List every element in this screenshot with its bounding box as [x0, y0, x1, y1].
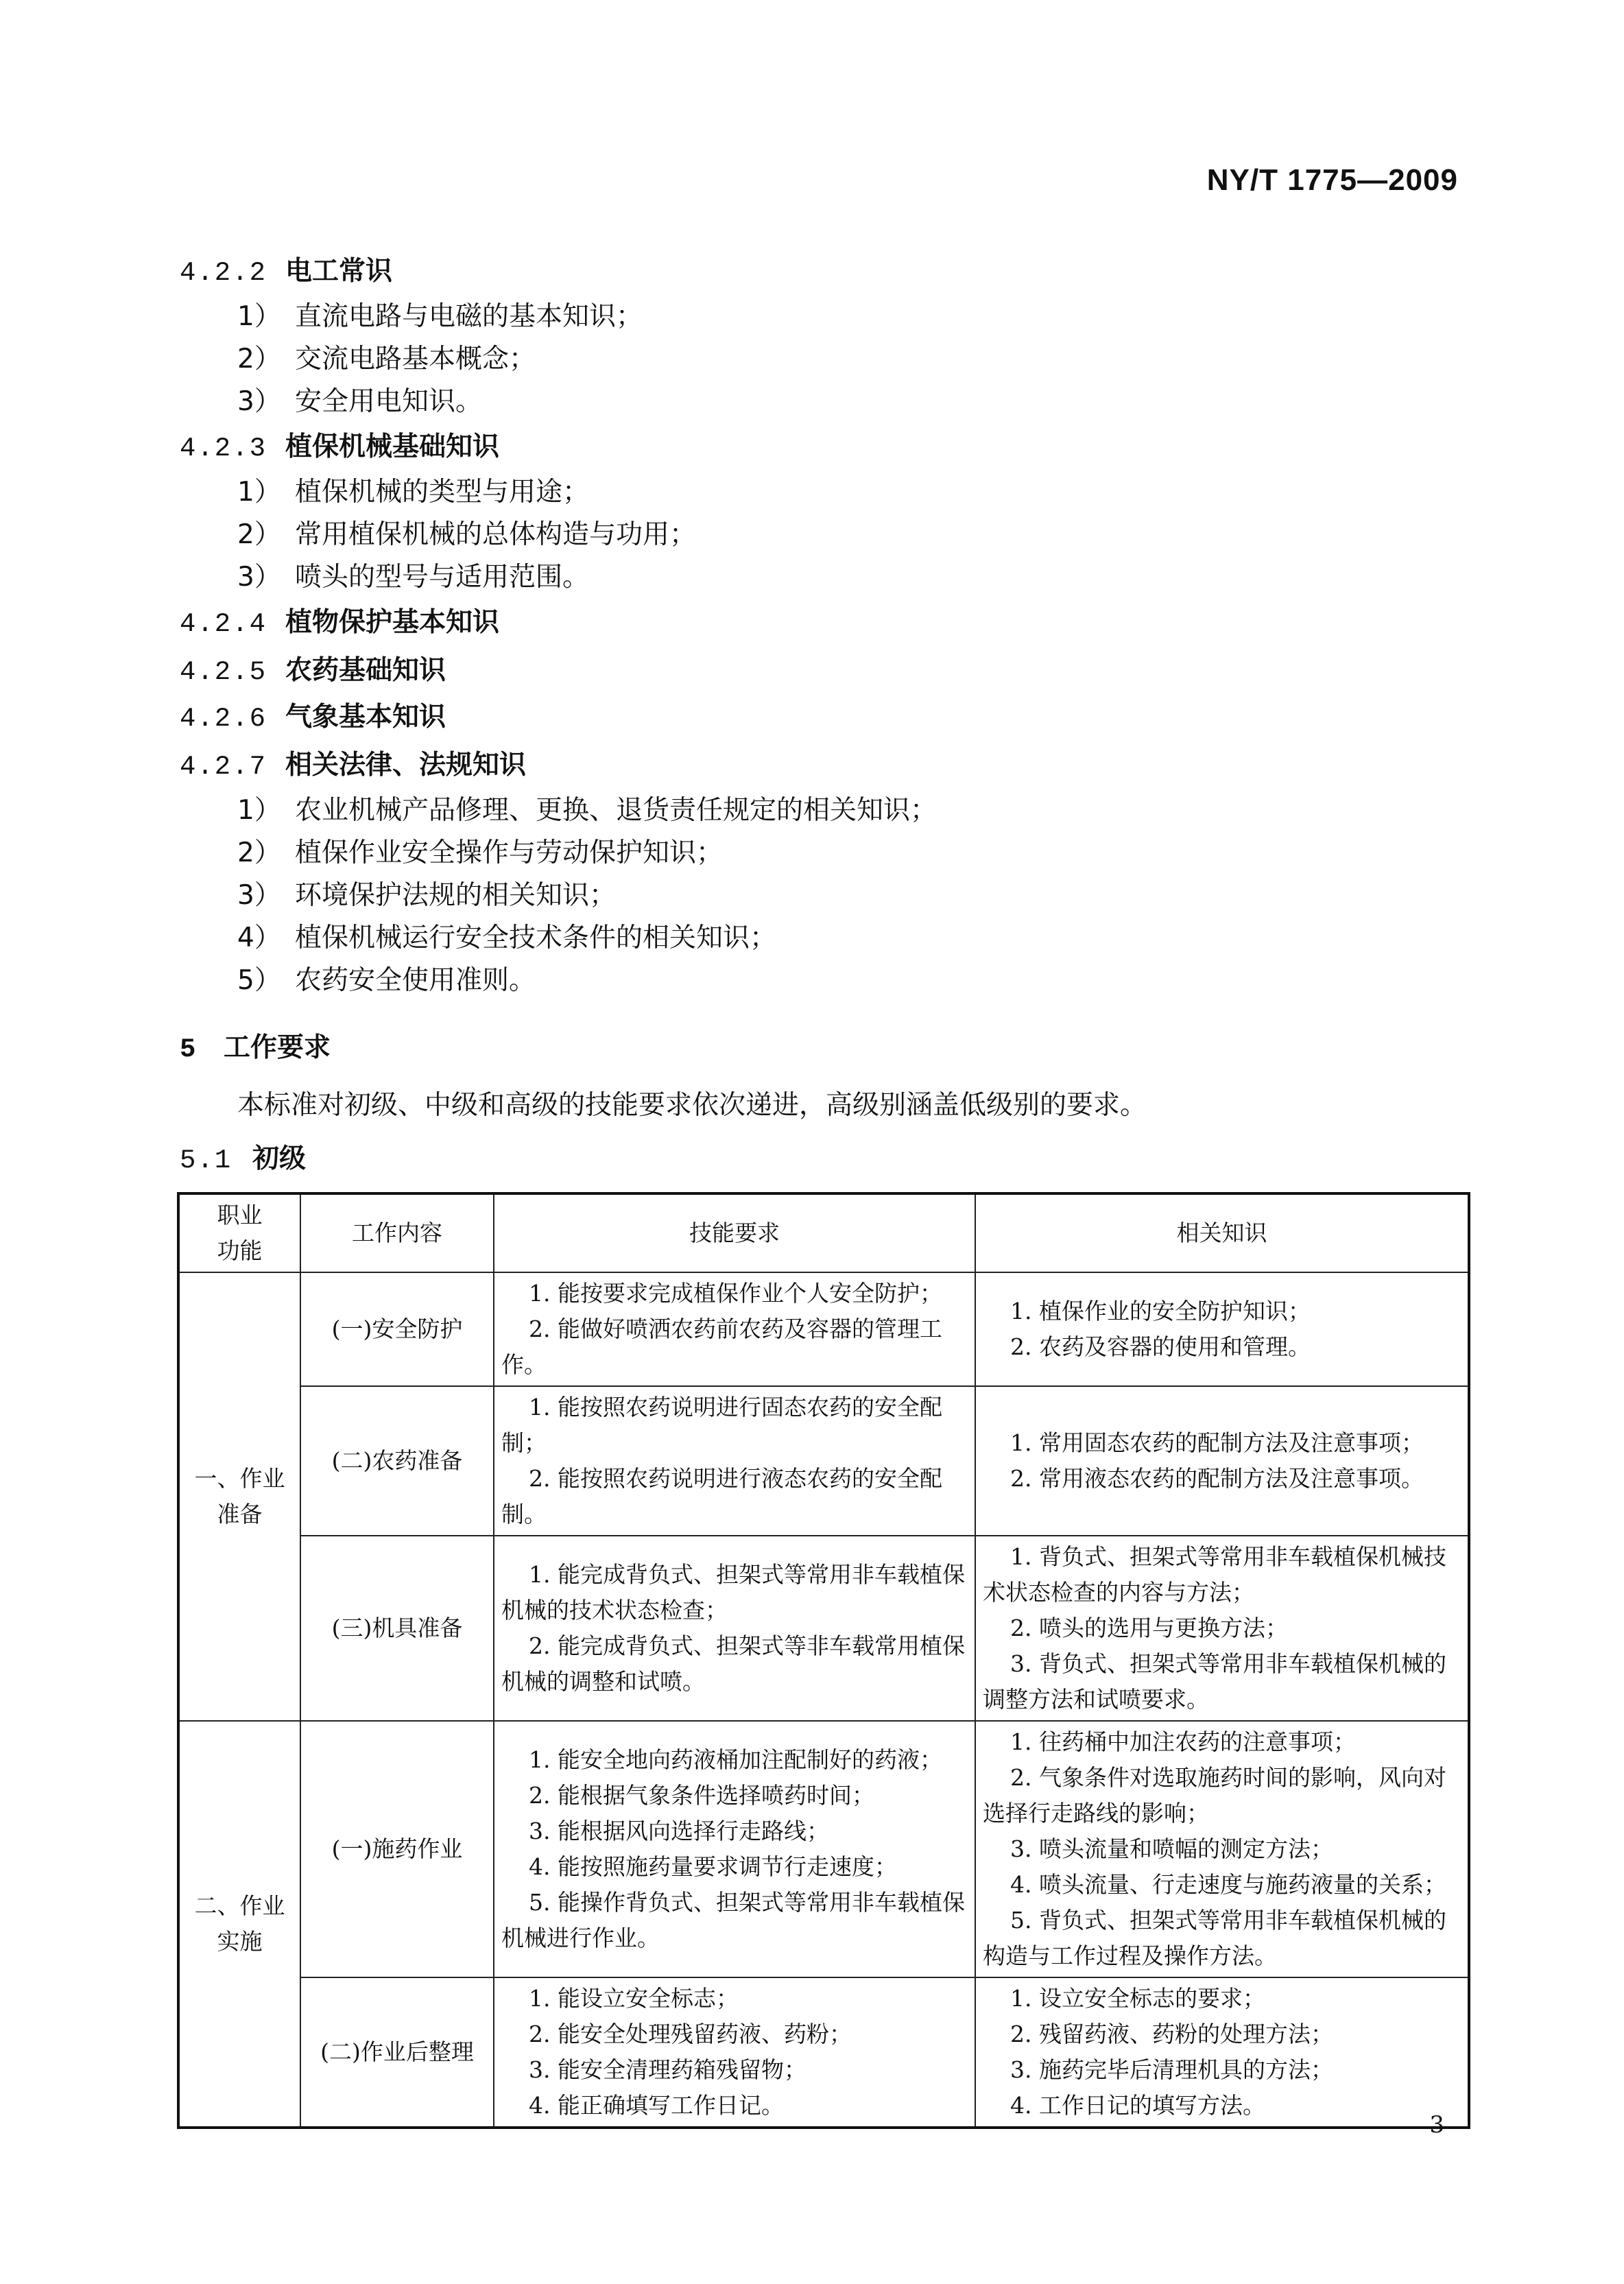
list-item: 2） 常用植保机械的总体构造与功用；	[237, 519, 697, 550]
skill-cell: 1. 能设立安全标志； 2. 能安全处理残留药液、药粉； 3. 能安全清理药箱残留物； 4. 能正确填写工作日记。	[494, 1977, 975, 2128]
list-item: 1） 直流电路与电磁的基本知识；	[237, 301, 643, 332]
work-content-cell: (二)作业后整理	[300, 1977, 494, 2128]
work-content-cell: (一)安全防护	[300, 1272, 494, 1386]
list-item: 3） 喷头的型号与适用范围。	[237, 562, 590, 593]
knowledge-cell: 1. 常用固态农药的配制方法及注意事项； 2. 常用液态农药的配制方法及注意事项。	[975, 1386, 1469, 1536]
skill-cell: 1. 能安全地向药液桶加注配制好的药液； 2. 能根据气象条件选择喷药时间； 3. 能根据风向选择行走路线； 4. 能按照施药量要求调节行走速度； 5. 能操作背负式、担架式等常用非车载植保机械进行作业。	[494, 1721, 975, 1977]
skill-cell: 1. 能完成背负式、担架式等常用非车载植保机械的技术状态检查； 2. 能完成背负式、担架式等非车载常用植保机械的调整和试喷。	[494, 1536, 975, 1721]
chapter-heading-5: 5 工作要求	[180, 1032, 331, 1064]
page-number: 3	[1429, 2111, 1444, 2139]
list-item: 2） 交流电路基本概念；	[237, 344, 536, 374]
work-content-cell: (一)施药作业	[300, 1721, 494, 1977]
header-skill-requirements: 技能要求	[494, 1193, 975, 1272]
knowledge-cell: 1. 植保作业的安全防护知识； 2. 农药及容器的使用和管理。	[975, 1272, 1469, 1386]
list-item: 5） 农药安全使用准则。	[237, 965, 536, 996]
work-content-cell: (三)机具准备	[300, 1536, 494, 1721]
skill-cell: 1. 能按照农药说明进行固态农药的安全配制； 2. 能按照农药说明进行液态农药的安全配制。	[494, 1386, 975, 1536]
standard-code: NY/T 1775—2009	[1206, 163, 1458, 197]
table-row	[178, 1386, 1469, 1536]
section-heading-4-2-5: 4.2.5 农药基础知识	[180, 655, 446, 687]
knowledge-cell: 1. 往药桶中加注农药的注意事项； 2. 气象条件对选取施药时间的影响，风向对选择行走路线的影响； 3. 喷头流量和喷幅的测定方法； 4. 喷头流量、行走速度与施药液量的关系； 5. 背负式、担架式等常用非车载植保机械的构造与工作过程及操作方法。	[975, 1721, 1469, 1977]
function-cell: 二、作业 实施	[178, 1721, 300, 2128]
work-content-cell: (二)农药准备	[300, 1386, 494, 1536]
chapter-intro: 本标准对初级、中级和高级的技能要求依次递进，高级别涵盖低级别的要求。	[237, 1090, 1147, 1121]
list-item: 3） 安全用电知识。	[237, 386, 483, 417]
section-heading-4-2-6: 4.2.6 气象基本知识	[180, 702, 446, 734]
knowledge-cell: 1. 背负式、担架式等常用非车载植保机械技术状态检查的内容与方法； 2. 喷头的选用与更换方法； 3. 背负式、担架式等常用非车载植保机械的调整方法和试喷要求。	[975, 1536, 1469, 1721]
list-item: 2） 植保作业安全操作与劳动保护知识；	[237, 837, 724, 868]
table-row	[178, 1721, 1469, 1977]
knowledge-cell: 1. 设立安全标志的要求； 2. 残留药液、药粉的处理方法； 3. 施药完毕后清理机具的方法； 4. 工作日记的填写方法。	[975, 1977, 1469, 2128]
skill-cell: 1. 能按要求完成植保作业个人安全防护； 2. 能做好喷洒农药前农药及容器的管理工作。	[494, 1272, 975, 1386]
header-work-content: 工作内容	[300, 1193, 494, 1272]
section-heading-4-2-3: 4.2.3 植保机械基础知识	[180, 431, 500, 464]
section-heading-4-2-4: 4.2.4 植物保护基本知识	[180, 607, 500, 639]
skill-requirements-table	[177, 1192, 1470, 2129]
table-row	[178, 1272, 1469, 1386]
header-occupational-function: 职业 功能	[178, 1193, 300, 1272]
table-row	[178, 1977, 1469, 2128]
section-heading-4-2-7: 4.2.7 相关法律、法规知识	[180, 750, 527, 782]
list-item: 1） 农业机械产品修理、更换、退货责任规定的相关知识；	[237, 795, 938, 826]
list-item: 1） 植保机械的类型与用途；	[237, 477, 590, 508]
section-heading-4-2-2: 4.2.2 电工常识	[180, 256, 393, 288]
table-row	[178, 1536, 1469, 1721]
header-related-knowledge: 相关知识	[975, 1193, 1469, 1272]
list-item: 3） 环境保护法规的相关知识；	[237, 880, 617, 911]
function-cell: 一、作业 准备	[178, 1272, 300, 1721]
section-heading-5-1: 5.1 初级	[180, 1143, 307, 1176]
list-item: 4） 植保机械运行安全技术条件的相关知识；	[237, 923, 777, 953]
table-header-row	[178, 1193, 1469, 1272]
